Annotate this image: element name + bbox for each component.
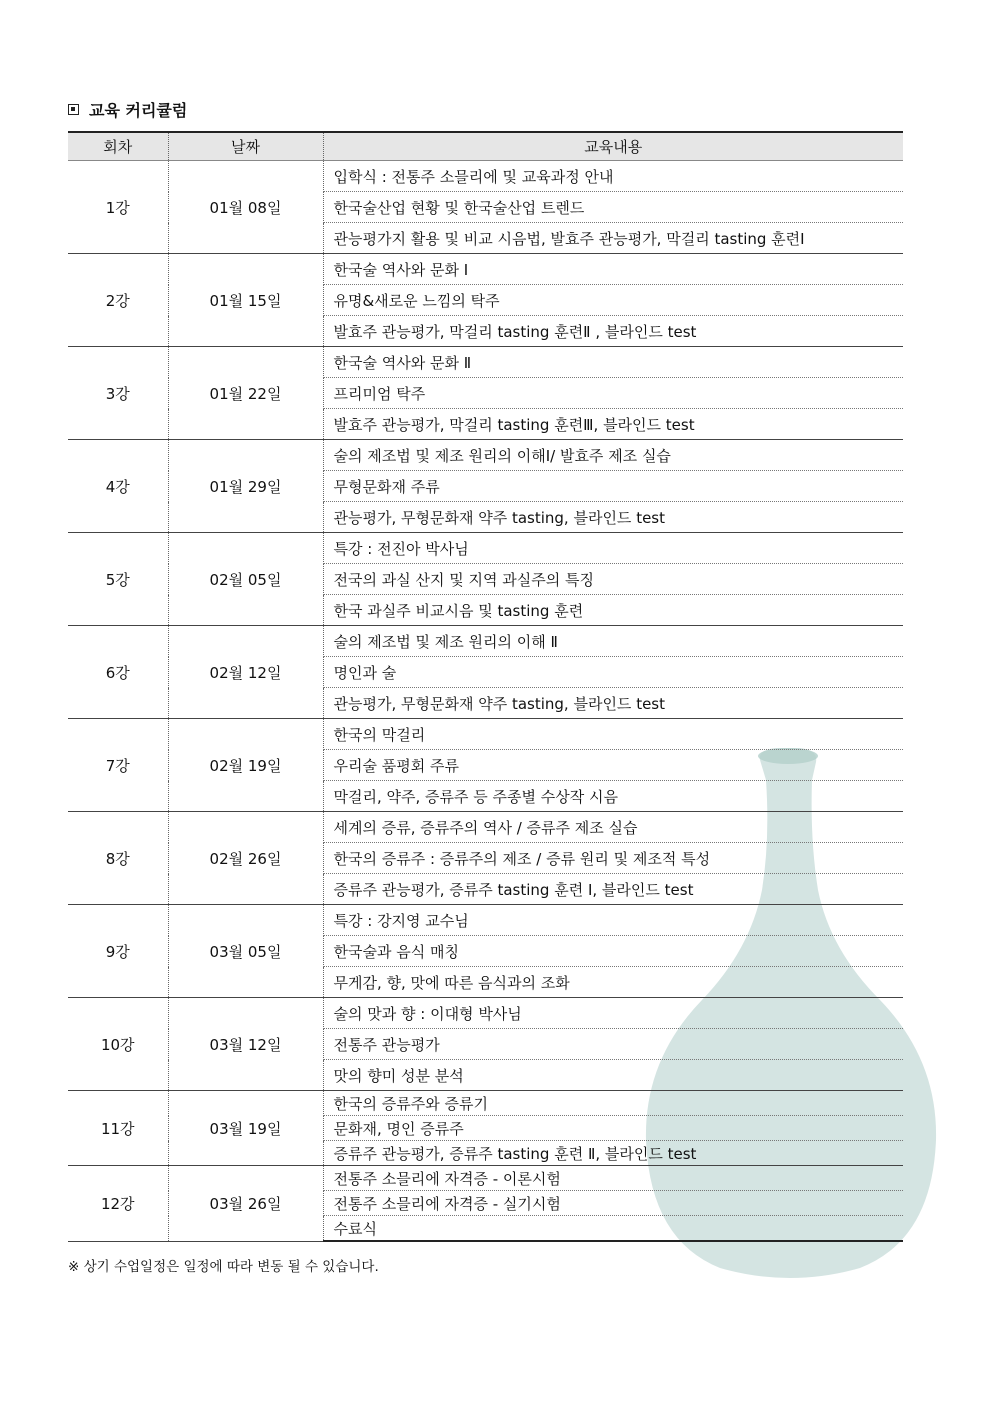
session-date: 01월 15일 <box>168 254 323 347</box>
header-date: 날짜 <box>168 132 323 161</box>
curriculum-table <box>68 131 903 1242</box>
session-date: 03월 19일 <box>168 1091 323 1166</box>
session-date: 01월 08일 <box>168 161 323 254</box>
session-group <box>68 1166 903 1242</box>
session-topic: 한국술산업 현황 및 한국술산업 트렌드 <box>323 192 903 223</box>
session-topic: 입학식 : 전통주 소믈리에 및 교육과정 안내 <box>323 161 903 192</box>
table-row <box>68 440 903 471</box>
session-number: 4강 <box>68 440 168 533</box>
session-date: 03월 12일 <box>168 998 323 1091</box>
session-topic: 전국의 과실 산지 및 지역 과실주의 특징 <box>323 564 903 595</box>
session-topic: 관능평가, 무형문화재 약주 tasting, 블라인드 test <box>323 502 903 533</box>
session-group <box>68 905 903 998</box>
session-topic: 세계의 증류, 증류주의 역사 / 증류주 제조 실습 <box>323 812 903 843</box>
session-topic: 전통주 소믈리에 자격증 - 실기시험 <box>323 1191 903 1216</box>
session-number: 7강 <box>68 719 168 812</box>
session-date: 03월 26일 <box>168 1166 323 1242</box>
session-number: 9강 <box>68 905 168 998</box>
session-date: 02월 12일 <box>168 626 323 719</box>
table-row <box>68 998 903 1029</box>
header-row <box>68 132 903 161</box>
session-number: 8강 <box>68 812 168 905</box>
session-topic: 한국의 증류주 : 증류주의 제조 / 증류 원리 및 제조적 특성 <box>323 843 903 874</box>
session-topic: 우리술 품평회 주류 <box>323 750 903 781</box>
session-topic: 술의 제조법 및 제조 원리의 이해Ⅰ/ 발효주 제조 실습 <box>323 440 903 471</box>
session-group <box>68 440 903 533</box>
session-topic: 발효주 관능평가, 막걸리 tasting 훈련Ⅲ, 블라인드 test <box>323 409 903 440</box>
session-topic: 수료식 <box>323 1216 903 1242</box>
session-topic: 문화재, 명인 증류주 <box>323 1116 903 1141</box>
session-number: 11강 <box>68 1091 168 1166</box>
session-topic: 특강 : 전진아 박사님 <box>323 533 903 564</box>
session-date: 02월 19일 <box>168 719 323 812</box>
schedule-note: ※ 상기 수업일정은 일정에 따라 변동 될 수 있습니다. <box>68 1259 379 1275</box>
session-number: 12강 <box>68 1166 168 1242</box>
session-topic: 명인과 술 <box>323 657 903 688</box>
table-row <box>68 161 903 192</box>
table-row <box>68 1091 903 1116</box>
session-number: 1강 <box>68 161 168 254</box>
session-topic: 한국의 막걸리 <box>323 719 903 750</box>
session-topic: 발효주 관능평가, 막걸리 tasting 훈련Ⅱ , 블라인드 test <box>323 316 903 347</box>
session-group <box>68 254 903 347</box>
session-topic: 특강 : 강지영 교수님 <box>323 905 903 936</box>
table-row <box>68 812 903 843</box>
session-topic: 증류주 관능평가, 증류주 tasting 훈련 Ⅱ, 블라인드 test <box>323 1141 903 1166</box>
session-date: 03월 05일 <box>168 905 323 998</box>
session-topic: 한국 과실주 비교시음 및 tasting 훈련 <box>323 595 903 626</box>
table-row <box>68 626 903 657</box>
session-group <box>68 719 903 812</box>
table-row <box>68 905 903 936</box>
session-group <box>68 533 903 626</box>
session-topic: 맛의 향미 성분 분석 <box>323 1060 903 1091</box>
session-group <box>68 998 903 1091</box>
session-topic: 무형문화재 주류 <box>323 471 903 502</box>
square-bullet-icon <box>68 104 79 115</box>
session-topic: 한국의 증류주와 증류기 <box>323 1091 903 1116</box>
header-content: 교육내용 <box>323 132 903 161</box>
session-topic: 막걸리, 약주, 증류주 등 주종별 수상작 시음 <box>323 781 903 812</box>
session-number: 3강 <box>68 347 168 440</box>
session-topic: 관능평가, 무형문화재 약주 tasting, 블라인드 test <box>323 688 903 719</box>
session-topic: 전통주 관능평가 <box>323 1029 903 1060</box>
session-number: 2강 <box>68 254 168 347</box>
session-date: 02월 05일 <box>168 533 323 626</box>
session-topic: 증류주 관능평가, 증류주 tasting 훈련 Ⅰ, 블라인드 test <box>323 874 903 905</box>
curriculum-heading <box>68 98 187 121</box>
session-topic: 술의 맛과 향 : 이대형 박사님 <box>323 998 903 1029</box>
session-topic: 한국술과 음식 매칭 <box>323 936 903 967</box>
session-group <box>68 1091 903 1166</box>
session-topic: 전통주 소믈리에 자격증 - 이론시험 <box>323 1166 903 1191</box>
session-group <box>68 626 903 719</box>
session-topic: 유명&새로운 느낌의 탁주 <box>323 285 903 316</box>
session-topic: 술의 제조법 및 제조 원리의 이해 Ⅱ <box>323 626 903 657</box>
heading-text: 교육 커리큘럼 <box>89 101 188 120</box>
session-topic: 관능평가지 활용 및 비교 시음법, 발효주 관능평가, 막걸리 tasting 훈련Ⅰ <box>323 223 903 254</box>
session-number: 5강 <box>68 533 168 626</box>
header-session: 회차 <box>68 132 168 161</box>
table-row <box>68 533 903 564</box>
session-date: 02월 26일 <box>168 812 323 905</box>
table-row <box>68 254 903 285</box>
table-row <box>68 719 903 750</box>
session-topic: 무게감, 향, 맛에 따른 음식과의 조화 <box>323 967 903 998</box>
session-group <box>68 347 903 440</box>
session-group <box>68 161 903 254</box>
session-number: 10강 <box>68 998 168 1091</box>
session-number: 6강 <box>68 626 168 719</box>
session-topic: 한국술 역사와 문화 Ⅱ <box>323 347 903 378</box>
session-date: 01월 29일 <box>168 440 323 533</box>
session-group <box>68 812 903 905</box>
session-date: 01월 22일 <box>168 347 323 440</box>
session-topic: 한국술 역사와 문화 Ⅰ <box>323 254 903 285</box>
table-row <box>68 1166 903 1191</box>
session-topic: 프리미엄 탁주 <box>323 378 903 409</box>
table-row <box>68 347 903 378</box>
